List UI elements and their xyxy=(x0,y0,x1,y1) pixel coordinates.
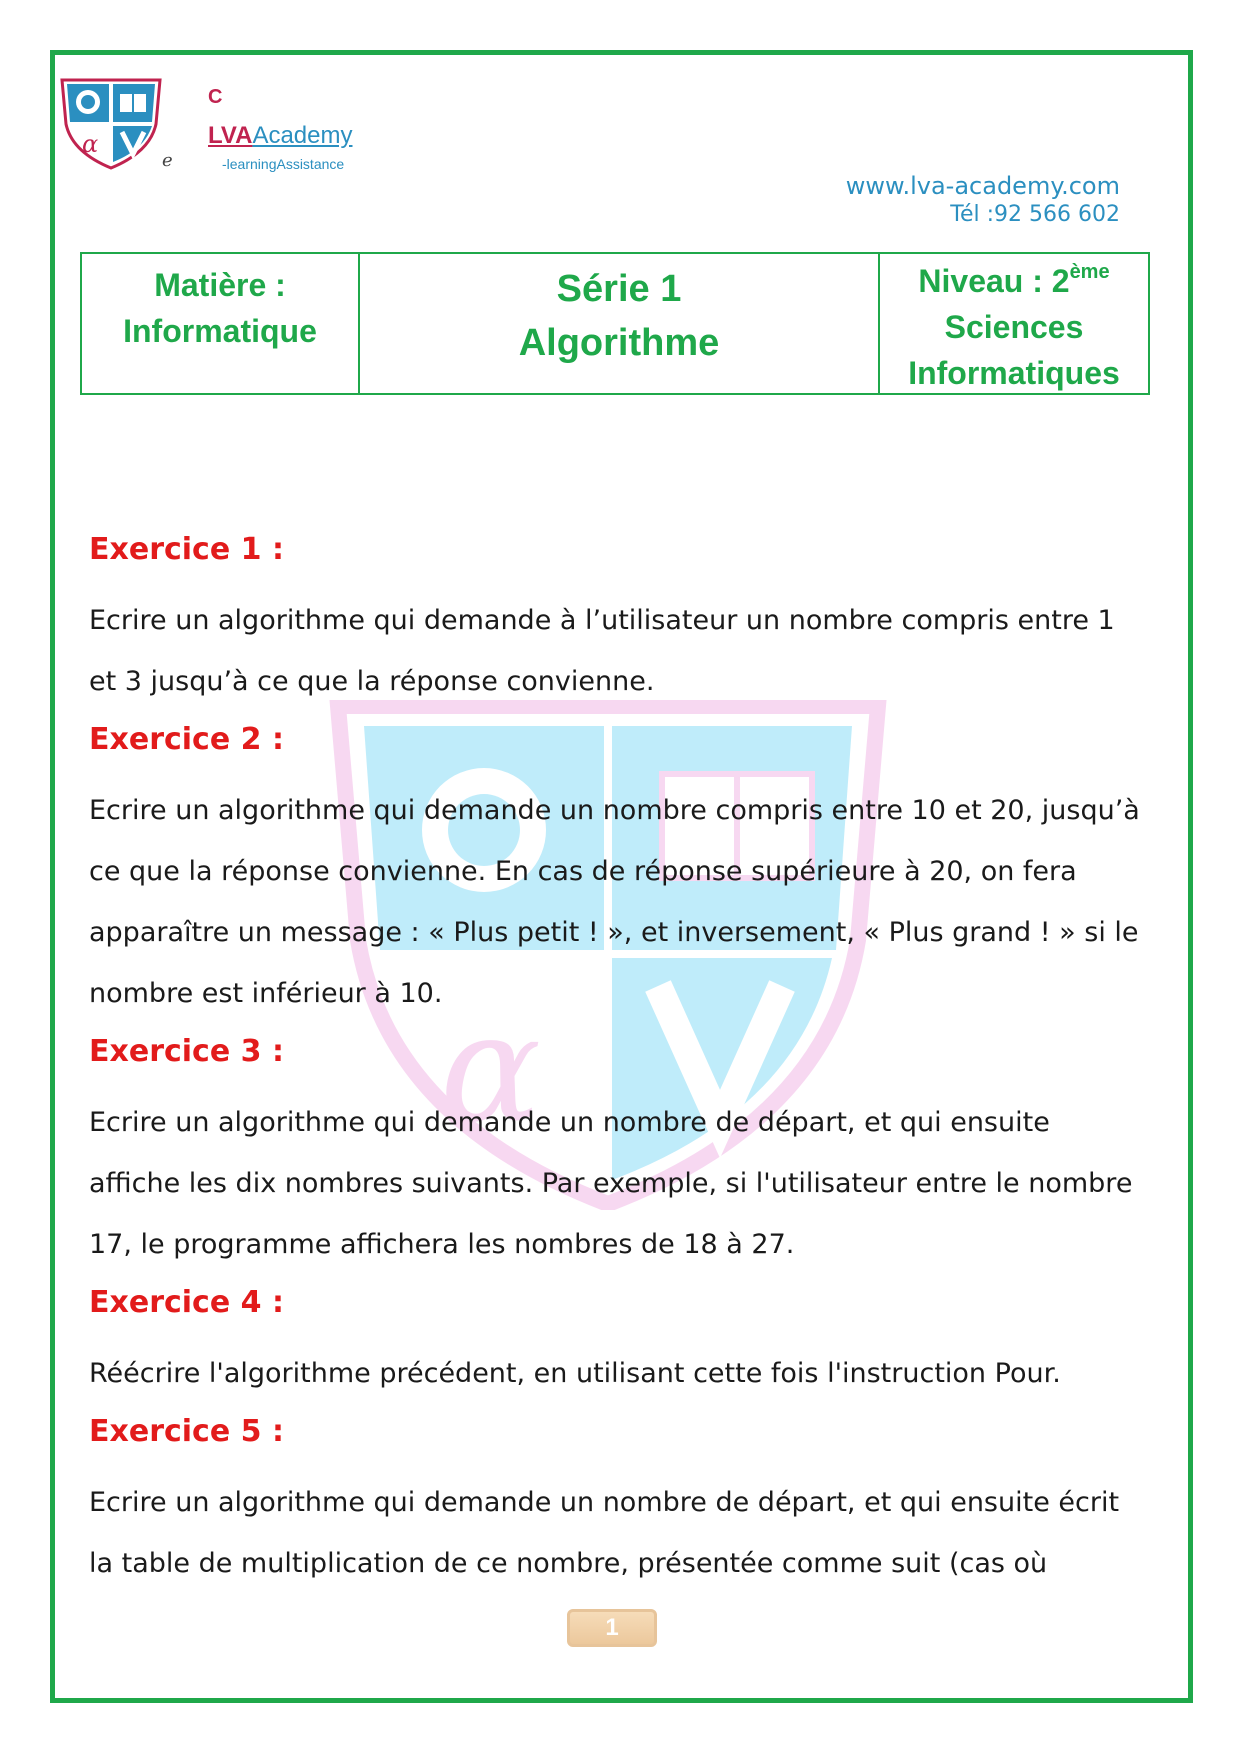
subject-label: Matière : xyxy=(154,267,286,303)
level-label xyxy=(880,258,1148,304)
brand-e-letter: e xyxy=(162,150,173,171)
exercise-text: Ecrire un algorithme qui demande à l’utilisateur un nombre compris entre 1 et 3 jusqu’à ce que la réponse convienne. xyxy=(89,605,1115,697)
brand-initial: C xyxy=(208,86,223,108)
info-table xyxy=(80,252,1150,395)
exercise-list xyxy=(89,526,1149,1598)
exercise-title: Exercice 4 : xyxy=(89,1285,284,1320)
phone-number: Tél :92 566 602 xyxy=(950,202,1120,227)
series-topic: Algorithme xyxy=(518,322,720,364)
exercise-title: Exercice 5 : xyxy=(89,1414,284,1449)
exercise-text: Ecrire un algorithme qui demande un nombre de départ, et qui ensuite affiche les dix nombres suivants. Par exemple, si l'utilisateur entre le nombre 17, le programme affichera les nombres de 18 à 27. xyxy=(89,1107,1133,1260)
shield-logo-icon xyxy=(58,78,164,170)
exercise-text: Ecrire un algorithme qui demande un nombre compris entre 10 et 20, jusqu’à ce que la réponse convienne. En cas de réponse supérieure à 20, on fera apparaître un message : « Plus petit ! », et inversement, « Plus grand ! » si le nombre est inférieur à 10. xyxy=(89,795,1140,1009)
contact-block xyxy=(846,172,1120,227)
level-line2: Sciences xyxy=(944,309,1084,345)
brand-name xyxy=(208,122,352,150)
brand-lva: LVA xyxy=(208,122,253,149)
brand-academy: Academy xyxy=(252,122,353,149)
page-number: 1 xyxy=(567,1609,657,1647)
level-superscript: ème xyxy=(1069,261,1110,283)
brand-tagline: -learningAssistance xyxy=(222,156,345,172)
exercise-text: Ecrire un algorithme qui demande un nombre de départ, et qui ensuite écrit la table de multiplication de ce nombre, présentée comme suit (cas où xyxy=(89,1487,1120,1579)
series-cell xyxy=(360,254,880,393)
level-cell xyxy=(880,254,1148,393)
level-prefix: Niveau : 2 xyxy=(918,263,1070,299)
svg-text:α: α xyxy=(440,982,542,1156)
svg-text:α: α xyxy=(82,130,99,158)
subject-value: Informatique xyxy=(123,313,317,349)
exercise-text: Réécrire l'algorithme précédent, en utilisant cette fois l'instruction Pour. xyxy=(89,1358,1061,1389)
website-link[interactable]: www.lva-academy.com xyxy=(845,172,1120,200)
exercise-title: Exercice 2 : xyxy=(89,722,284,757)
level-line3: Informatiques xyxy=(908,355,1120,391)
series-title: Série 1 xyxy=(556,268,682,310)
subject-cell xyxy=(82,254,360,393)
exercise-title: Exercice 3 : xyxy=(89,1034,284,1069)
exercise-title: Exercice 1 : xyxy=(89,532,284,567)
